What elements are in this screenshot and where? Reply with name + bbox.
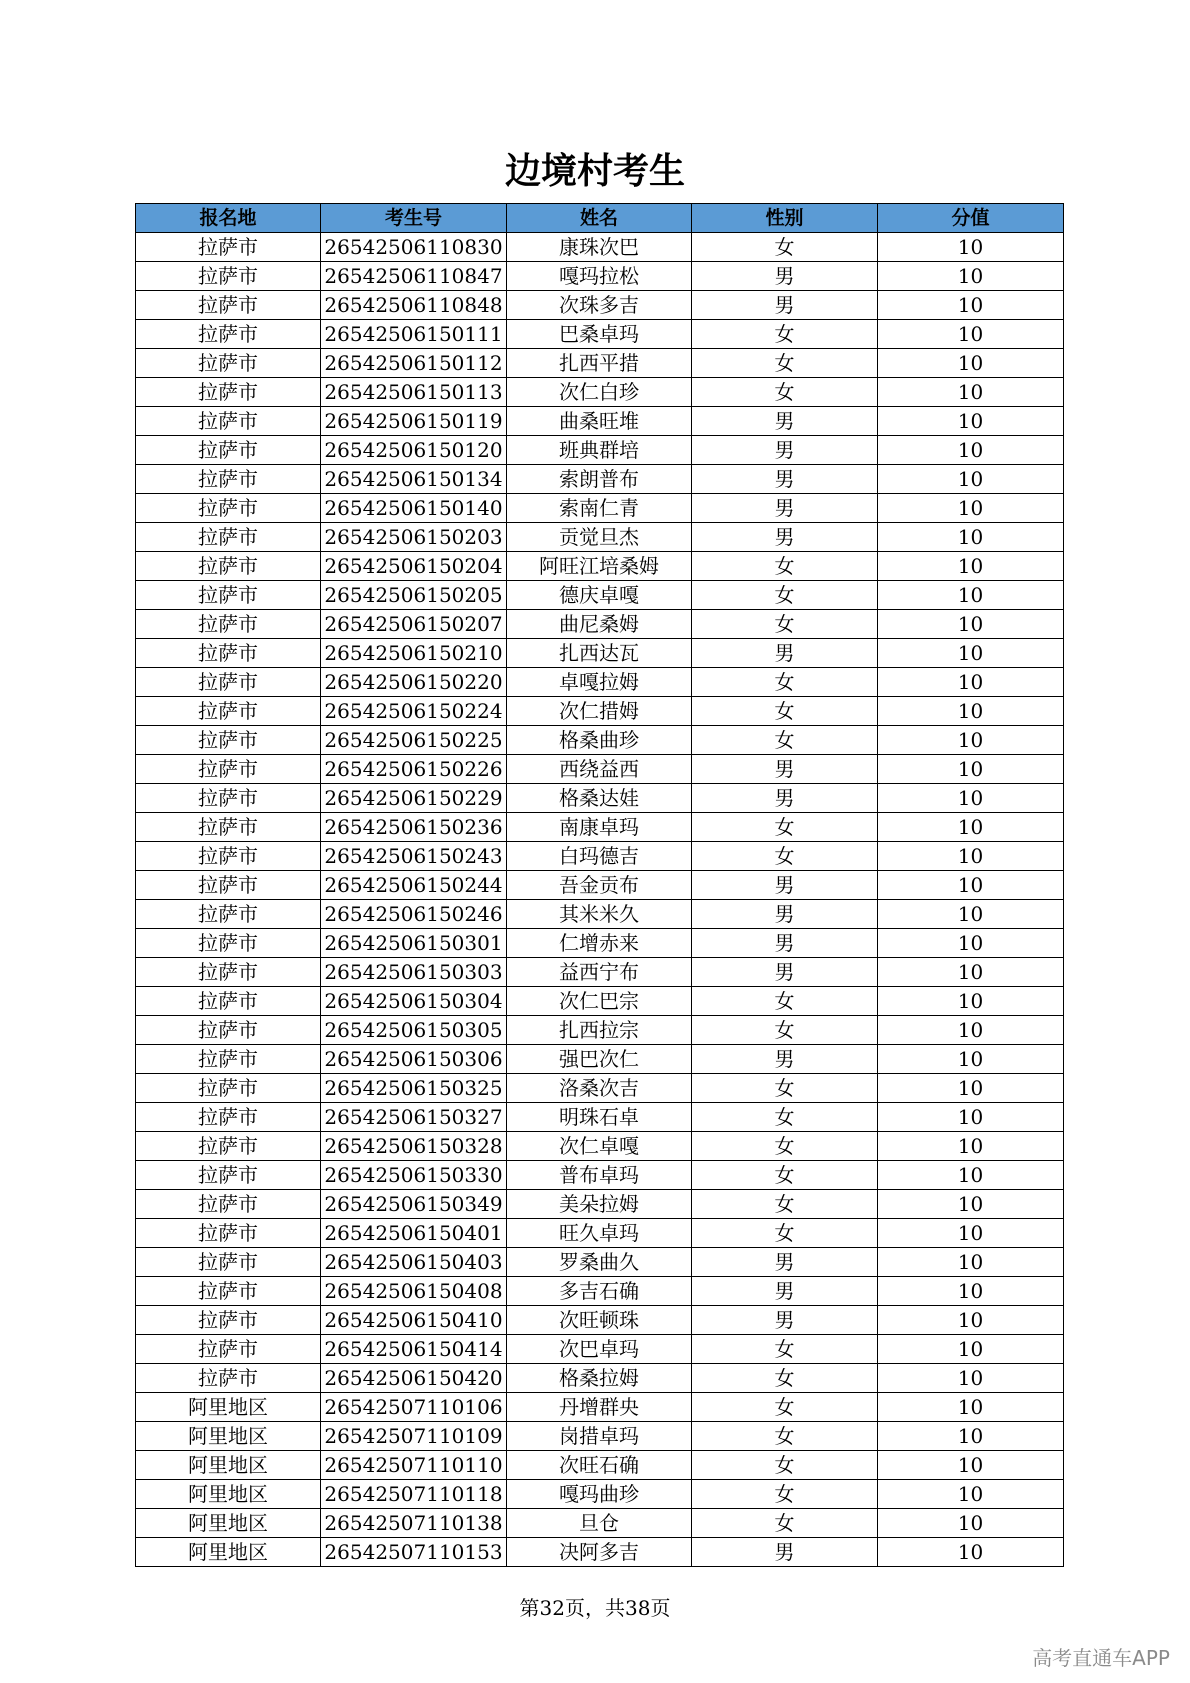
cell-candidate-number: 26542506150306: [321, 1045, 507, 1074]
candidate-table: [135, 203, 1064, 1567]
cell-candidate-number: 26542506150328: [321, 1132, 507, 1161]
cell-registration-place: 拉萨市: [136, 871, 321, 900]
cell-candidate-number: 26542506150301: [321, 929, 507, 958]
cell-gender: 男: [692, 407, 878, 436]
cell-candidate-number: 26542506150210: [321, 639, 507, 668]
cell-score: 10: [878, 639, 1064, 668]
cell-name: 益西宁布: [507, 958, 692, 987]
cell-name: 巴桑卓玛: [507, 320, 692, 349]
cell-name: 格桑曲珍: [507, 726, 692, 755]
cell-candidate-number: 26542506150246: [321, 900, 507, 929]
cell-candidate-number: 26542507110106: [321, 1393, 507, 1422]
table-row: [136, 1045, 1064, 1074]
cell-registration-place: 拉萨市: [136, 1306, 321, 1335]
cell-gender: 女: [692, 1132, 878, 1161]
cell-gender: 女: [692, 987, 878, 1016]
cell-score: 10: [878, 1277, 1064, 1306]
table-row: [136, 1364, 1064, 1393]
cell-registration-place: 拉萨市: [136, 1132, 321, 1161]
cell-name: 扎西达瓦: [507, 639, 692, 668]
cell-candidate-number: 26542507110118: [321, 1480, 507, 1509]
table-row: [136, 1451, 1064, 1480]
cell-candidate-number: 26542506150205: [321, 581, 507, 610]
cell-name: 德庆卓嘎: [507, 581, 692, 610]
cell-gender: 女: [692, 1016, 878, 1045]
cell-registration-place: 拉萨市: [136, 349, 321, 378]
cell-candidate-number: 26542506150225: [321, 726, 507, 755]
table-row: [136, 813, 1064, 842]
cell-registration-place: 拉萨市: [136, 813, 321, 842]
watermark: 高考直通车APP: [1032, 1646, 1170, 1670]
table-row: [136, 1538, 1064, 1567]
cell-name: 旺久卓玛: [507, 1219, 692, 1248]
cell-registration-place: 拉萨市: [136, 639, 321, 668]
cell-gender: 女: [692, 842, 878, 871]
table-row: [136, 436, 1064, 465]
cell-registration-place: 拉萨市: [136, 262, 321, 291]
cell-candidate-number: 26542506150330: [321, 1161, 507, 1190]
cell-candidate-number: 26542506150325: [321, 1074, 507, 1103]
cell-name: 曲桑旺堆: [507, 407, 692, 436]
table-row: [136, 1306, 1064, 1335]
cell-registration-place: 拉萨市: [136, 755, 321, 784]
cell-registration-place: 阿里地区: [136, 1538, 321, 1567]
cell-candidate-number: 26542506150420: [321, 1364, 507, 1393]
cell-score: 10: [878, 1248, 1064, 1277]
cell-score: 10: [878, 1509, 1064, 1538]
cell-registration-place: 拉萨市: [136, 1074, 321, 1103]
cell-candidate-number: 26542506150207: [321, 610, 507, 639]
cell-name: 仁增赤来: [507, 929, 692, 958]
cell-name: 多吉石确: [507, 1277, 692, 1306]
cell-candidate-number: 26542506150303: [321, 958, 507, 987]
cell-candidate-number: 26542506150120: [321, 436, 507, 465]
cell-score: 10: [878, 958, 1064, 987]
cell-registration-place: 阿里地区: [136, 1509, 321, 1538]
cell-score: 10: [878, 1538, 1064, 1567]
cell-score: 10: [878, 581, 1064, 610]
cell-score: 10: [878, 523, 1064, 552]
table-row: [136, 726, 1064, 755]
table-row: [136, 581, 1064, 610]
cell-gender: 男: [692, 871, 878, 900]
cell-gender: 男: [692, 1045, 878, 1074]
cell-candidate-number: 26542506150140: [321, 494, 507, 523]
cell-score: 10: [878, 1190, 1064, 1219]
cell-registration-place: 拉萨市: [136, 697, 321, 726]
cell-gender: 男: [692, 784, 878, 813]
cell-name: 次旺石确: [507, 1451, 692, 1480]
table-row: [136, 842, 1064, 871]
cell-registration-place: 拉萨市: [136, 1248, 321, 1277]
column-header-score: 分值: [878, 204, 1064, 233]
table-row: [136, 639, 1064, 668]
cell-name: 决阿多吉: [507, 1538, 692, 1567]
cell-registration-place: 拉萨市: [136, 378, 321, 407]
cell-score: 10: [878, 1074, 1064, 1103]
cell-name: 次仁措姆: [507, 697, 692, 726]
cell-name: 嘎玛曲珍: [507, 1480, 692, 1509]
table-row: [136, 958, 1064, 987]
cell-score: 10: [878, 494, 1064, 523]
cell-registration-place: 拉萨市: [136, 958, 321, 987]
table-row: [136, 1277, 1064, 1306]
cell-score: 10: [878, 668, 1064, 697]
cell-score: 10: [878, 1103, 1064, 1132]
cell-name: 索南仁青: [507, 494, 692, 523]
column-header-candidate-number: 考生号: [321, 204, 507, 233]
table-row: [136, 697, 1064, 726]
cell-registration-place: 拉萨市: [136, 407, 321, 436]
cell-candidate-number: 26542506150111: [321, 320, 507, 349]
cell-candidate-number: 26542506150401: [321, 1219, 507, 1248]
cell-gender: 女: [692, 697, 878, 726]
page-title: 边境村考生: [504, 151, 685, 192]
cell-candidate-number: 26542507110153: [321, 1538, 507, 1567]
cell-registration-place: 拉萨市: [136, 900, 321, 929]
cell-name: 康珠次巴: [507, 233, 692, 262]
cell-score: 10: [878, 1161, 1064, 1190]
cell-candidate-number: 26542506150410: [321, 1306, 507, 1335]
cell-registration-place: 拉萨市: [136, 726, 321, 755]
cell-name: 次仁巴宗: [507, 987, 692, 1016]
cell-name: 次仁白珍: [507, 378, 692, 407]
table-row: [136, 465, 1064, 494]
table-row: [136, 523, 1064, 552]
cell-score: 10: [878, 1335, 1064, 1364]
cell-name: 扎西拉宗: [507, 1016, 692, 1045]
cell-score: 10: [878, 929, 1064, 958]
cell-registration-place: 拉萨市: [136, 1219, 321, 1248]
cell-registration-place: 阿里地区: [136, 1480, 321, 1509]
cell-name: 白玛德吉: [507, 842, 692, 871]
table-row: [136, 552, 1064, 581]
cell-gender: 男: [692, 1248, 878, 1277]
cell-registration-place: 拉萨市: [136, 291, 321, 320]
cell-name: 洛桑次吉: [507, 1074, 692, 1103]
cell-gender: 女: [692, 1161, 878, 1190]
table-row: [136, 1509, 1064, 1538]
cell-name: 索朗普布: [507, 465, 692, 494]
cell-name: 格桑达娃: [507, 784, 692, 813]
table-row: [136, 1335, 1064, 1364]
cell-registration-place: 拉萨市: [136, 610, 321, 639]
cell-gender: 女: [692, 1480, 878, 1509]
cell-gender: 女: [692, 320, 878, 349]
cell-registration-place: 拉萨市: [136, 465, 321, 494]
cell-candidate-number: 26542506150304: [321, 987, 507, 1016]
cell-name: 明珠石卓: [507, 1103, 692, 1132]
cell-gender: 女: [692, 726, 878, 755]
cell-gender: 男: [692, 436, 878, 465]
cell-name: 西绕益西: [507, 755, 692, 784]
cell-score: 10: [878, 813, 1064, 842]
column-header-gender: 性别: [692, 204, 878, 233]
table-row: [136, 987, 1064, 1016]
cell-score: 10: [878, 755, 1064, 784]
cell-registration-place: 拉萨市: [136, 494, 321, 523]
cell-registration-place: 拉萨市: [136, 1016, 321, 1045]
cell-score: 10: [878, 784, 1064, 813]
cell-candidate-number: 26542506150236: [321, 813, 507, 842]
cell-candidate-number: 26542506150224: [321, 697, 507, 726]
cell-score: 10: [878, 987, 1064, 1016]
cell-candidate-number: 26542506150305: [321, 1016, 507, 1045]
cell-candidate-number: 26542506150119: [321, 407, 507, 436]
table-row: [136, 349, 1064, 378]
cell-score: 10: [878, 1480, 1064, 1509]
table-row: [136, 1016, 1064, 1045]
cell-score: 10: [878, 697, 1064, 726]
cell-score: 10: [878, 1045, 1064, 1074]
table-row: [136, 291, 1064, 320]
cell-name: 美朵拉姆: [507, 1190, 692, 1219]
cell-gender: 女: [692, 349, 878, 378]
cell-candidate-number: 26542506150349: [321, 1190, 507, 1219]
table-row: [136, 320, 1064, 349]
table-row: [136, 1393, 1064, 1422]
cell-gender: 女: [692, 1422, 878, 1451]
cell-registration-place: 拉萨市: [136, 552, 321, 581]
table-row: [136, 668, 1064, 697]
cell-gender: 男: [692, 523, 878, 552]
cell-score: 10: [878, 465, 1064, 494]
cell-score: 10: [878, 262, 1064, 291]
table-row: [136, 407, 1064, 436]
cell-registration-place: 拉萨市: [136, 842, 321, 871]
cell-score: 10: [878, 378, 1064, 407]
cell-candidate-number: 26542506150203: [321, 523, 507, 552]
cell-gender: 男: [692, 494, 878, 523]
cell-gender: 女: [692, 233, 878, 262]
cell-name: 格桑拉姆: [507, 1364, 692, 1393]
cell-score: 10: [878, 407, 1064, 436]
table-row: [136, 378, 1064, 407]
cell-gender: 男: [692, 755, 878, 784]
table-row: [136, 1103, 1064, 1132]
cell-gender: 男: [692, 958, 878, 987]
cell-registration-place: 拉萨市: [136, 233, 321, 262]
cell-candidate-number: 26542506110847: [321, 262, 507, 291]
cell-registration-place: 拉萨市: [136, 1277, 321, 1306]
cell-registration-place: 拉萨市: [136, 929, 321, 958]
cell-candidate-number: 26542506150244: [321, 871, 507, 900]
cell-gender: 女: [692, 1451, 878, 1480]
cell-candidate-number: 26542507110138: [321, 1509, 507, 1538]
column-header-name: 姓名: [507, 204, 692, 233]
cell-gender: 女: [692, 1364, 878, 1393]
cell-gender: 男: [692, 262, 878, 291]
cell-score: 10: [878, 610, 1064, 639]
cell-gender: 女: [692, 668, 878, 697]
cell-score: 10: [878, 1422, 1064, 1451]
cell-name: 贡觉旦杰: [507, 523, 692, 552]
cell-registration-place: 拉萨市: [136, 1335, 321, 1364]
page-number: 第32页，共38页: [519, 1596, 671, 1620]
cell-score: 10: [878, 1364, 1064, 1393]
cell-score: 10: [878, 349, 1064, 378]
cell-score: 10: [878, 900, 1064, 929]
table-row: [136, 1161, 1064, 1190]
table-row: [136, 900, 1064, 929]
table-row: [136, 262, 1064, 291]
cell-registration-place: 拉萨市: [136, 784, 321, 813]
cell-registration-place: 拉萨市: [136, 320, 321, 349]
cell-registration-place: 拉萨市: [136, 436, 321, 465]
table-row: [136, 1248, 1064, 1277]
cell-name: 丹增群央: [507, 1393, 692, 1422]
cell-candidate-number: 26542506110848: [321, 291, 507, 320]
cell-gender: 女: [692, 610, 878, 639]
cell-candidate-number: 26542506150408: [321, 1277, 507, 1306]
cell-candidate-number: 26542506150112: [321, 349, 507, 378]
cell-gender: 女: [692, 581, 878, 610]
cell-name: 次珠多吉: [507, 291, 692, 320]
cell-registration-place: 拉萨市: [136, 987, 321, 1016]
table-row: [136, 755, 1064, 784]
cell-name: 阿旺江培桑姆: [507, 552, 692, 581]
cell-score: 10: [878, 320, 1064, 349]
cell-gender: 女: [692, 1103, 878, 1132]
cell-candidate-number: 26542506150113: [321, 378, 507, 407]
cell-name: 卓嘎拉姆: [507, 668, 692, 697]
cell-gender: 女: [692, 1335, 878, 1364]
cell-score: 10: [878, 1132, 1064, 1161]
cell-gender: 男: [692, 1277, 878, 1306]
cell-score: 10: [878, 871, 1064, 900]
cell-gender: 女: [692, 1190, 878, 1219]
table-row: [136, 1480, 1064, 1509]
table-row: [136, 1422, 1064, 1451]
cell-gender: 男: [692, 929, 878, 958]
cell-candidate-number: 26542506110830: [321, 233, 507, 262]
cell-name: 强巴次仁: [507, 1045, 692, 1074]
table-header-row: [136, 204, 1064, 233]
cell-candidate-number: 26542506150204: [321, 552, 507, 581]
cell-score: 10: [878, 233, 1064, 262]
cell-score: 10: [878, 1451, 1064, 1480]
cell-candidate-number: 26542506150134: [321, 465, 507, 494]
cell-name: 其米米久: [507, 900, 692, 929]
cell-gender: 男: [692, 1306, 878, 1335]
cell-registration-place: 拉萨市: [136, 523, 321, 552]
cell-registration-place: 阿里地区: [136, 1422, 321, 1451]
cell-candidate-number: 26542507110109: [321, 1422, 507, 1451]
cell-name: 扎西平措: [507, 349, 692, 378]
cell-registration-place: 拉萨市: [136, 1045, 321, 1074]
cell-score: 10: [878, 436, 1064, 465]
cell-name: 次旺顿珠: [507, 1306, 692, 1335]
cell-candidate-number: 26542506150243: [321, 842, 507, 871]
cell-registration-place: 阿里地区: [136, 1451, 321, 1480]
cell-registration-place: 拉萨市: [136, 1103, 321, 1132]
cell-candidate-number: 26542506150229: [321, 784, 507, 813]
cell-registration-place: 阿里地区: [136, 1393, 321, 1422]
cell-gender: 男: [692, 639, 878, 668]
cell-candidate-number: 26542506150414: [321, 1335, 507, 1364]
table-row: [136, 871, 1064, 900]
cell-score: 10: [878, 1393, 1064, 1422]
cell-candidate-number: 26542506150226: [321, 755, 507, 784]
cell-gender: 女: [692, 552, 878, 581]
cell-registration-place: 拉萨市: [136, 1364, 321, 1393]
column-header-registration-place: 报名地: [136, 204, 321, 233]
cell-registration-place: 拉萨市: [136, 581, 321, 610]
cell-score: 10: [878, 726, 1064, 755]
cell-gender: 男: [692, 900, 878, 929]
table-row: [136, 233, 1064, 262]
cell-score: 10: [878, 1219, 1064, 1248]
cell-gender: 男: [692, 1538, 878, 1567]
table-row: [136, 494, 1064, 523]
cell-name: 次巴卓玛: [507, 1335, 692, 1364]
cell-gender: 女: [692, 1393, 878, 1422]
cell-score: 10: [878, 1016, 1064, 1045]
cell-name: 班典群培: [507, 436, 692, 465]
cell-registration-place: 拉萨市: [136, 1190, 321, 1219]
cell-score: 10: [878, 291, 1064, 320]
cell-registration-place: 拉萨市: [136, 668, 321, 697]
cell-gender: 女: [692, 1509, 878, 1538]
cell-name: 南康卓玛: [507, 813, 692, 842]
table-row: [136, 1074, 1064, 1103]
cell-score: 10: [878, 1306, 1064, 1335]
cell-name: 普布卓玛: [507, 1161, 692, 1190]
table-row: [136, 929, 1064, 958]
cell-candidate-number: 26542506150220: [321, 668, 507, 697]
cell-candidate-number: 26542506150403: [321, 1248, 507, 1277]
cell-gender: 女: [692, 1074, 878, 1103]
cell-name: 岗措卓玛: [507, 1422, 692, 1451]
table-body: [136, 233, 1064, 1567]
cell-gender: 女: [692, 813, 878, 842]
cell-name: 吾金贡布: [507, 871, 692, 900]
table-row: [136, 784, 1064, 813]
cell-gender: 女: [692, 1219, 878, 1248]
cell-gender: 男: [692, 291, 878, 320]
cell-candidate-number: 26542507110110: [321, 1451, 507, 1480]
cell-gender: 男: [692, 465, 878, 494]
cell-name: 次仁卓嘎: [507, 1132, 692, 1161]
cell-name: 罗桑曲久: [507, 1248, 692, 1277]
cell-name: 曲尼桑姆: [507, 610, 692, 639]
table-row: [136, 1219, 1064, 1248]
cell-registration-place: 拉萨市: [136, 1161, 321, 1190]
cell-score: 10: [878, 842, 1064, 871]
table-row: [136, 610, 1064, 639]
table-row: [136, 1190, 1064, 1219]
table-row: [136, 1132, 1064, 1161]
cell-name: 嘎玛拉松: [507, 262, 692, 291]
cell-name: 旦仓: [507, 1509, 692, 1538]
cell-score: 10: [878, 552, 1064, 581]
cell-gender: 女: [692, 378, 878, 407]
cell-candidate-number: 26542506150327: [321, 1103, 507, 1132]
